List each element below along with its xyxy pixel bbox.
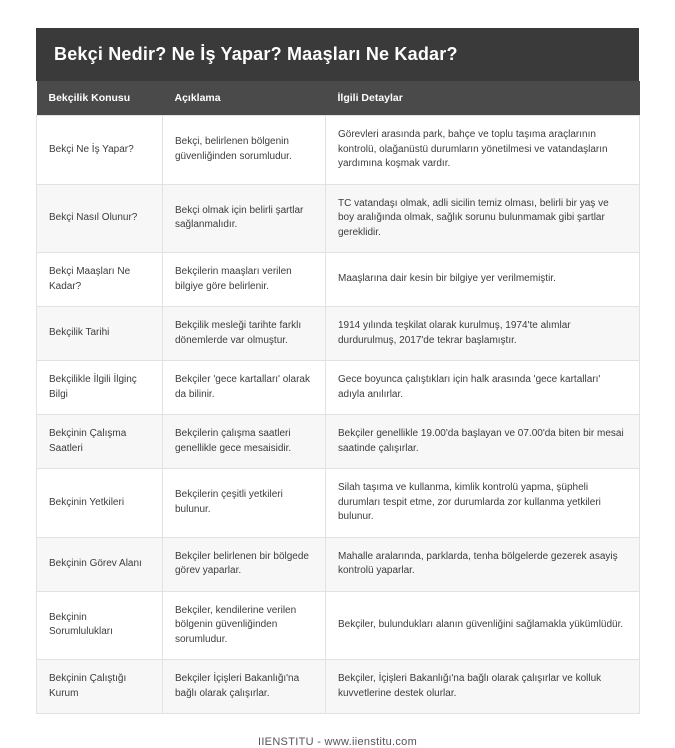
table-row — [37, 253, 640, 307]
cell-detay: Gece boyunca çalıştıkları için halk arasında 'gece kartalları' adıyla anılırlar. — [326, 361, 640, 415]
cell-detay: Bekçiler, bulundukları alanın güvenliğini sağlamakla yükümlüdür. — [326, 591, 640, 660]
cell-aciklama: Bekçiler İçişleri Bakanlığı'na bağlı olarak çalışırlar. — [163, 660, 326, 714]
cell-aciklama: Bekçiler, kendilerine verilen bölgenin güvenliğinden sorumludur. — [163, 591, 326, 660]
cell-konu: Bekçinin Sorumlulukları — [37, 591, 163, 660]
table-row — [37, 660, 640, 714]
column-header-konu: Bekçilik Konusu — [37, 81, 163, 116]
cell-aciklama: Bekçiler belirlenen bir bölgede görev yaparlar. — [163, 537, 326, 591]
cell-konu: Bekçinin Görev Alanı — [37, 537, 163, 591]
footer-credit: IIENSTITU - www.iienstitu.com — [257, 736, 418, 748]
cell-detay: Bekçiler, İçişleri Bakanlığı'na bağlı olarak çalışırlar ve kolluk kuvvetlerine destek olurlar. — [326, 660, 640, 714]
cell-aciklama: Bekçi, belirlenen bölgenin güvenliğinden sorumludur. — [163, 116, 326, 185]
cell-detay: 1914 yılında teşkilat olarak kurulmuş, 1974'te alımlar durdurulmuş, 2017'de tekrar başlamıştır. — [326, 307, 640, 361]
cell-konu: Bekçinin Çalışma Saatleri — [37, 415, 163, 469]
cell-konu: Bekçilik Tarihi — [37, 307, 163, 361]
cell-konu: Bekçinin Çalıştığı Kurum — [37, 660, 163, 714]
table-row — [37, 361, 640, 415]
cell-aciklama: Bekçilerin çalışma saatleri genellikle gece mesaisidir. — [163, 415, 326, 469]
column-header-detay: İlgili Detaylar — [326, 81, 640, 116]
cell-detay: Silah taşıma ve kullanma, kimlik kontrolü yapma, şüpheli durumları tespit etme, zor durumlarda zor kullanma yetkileri bulunur. — [326, 469, 640, 538]
table-header-row — [37, 81, 640, 116]
cell-aciklama: Bekçilerin maaşları verilen bilgiye göre belirlenir. — [163, 253, 326, 307]
cell-konu: Bekçilikle İlgili İlginç Bilgi — [37, 361, 163, 415]
cell-konu: Bekçi Ne İş Yapar? — [37, 116, 163, 185]
cell-aciklama: Bekçi olmak için belirli şartlar sağlanmalıdır. — [163, 184, 326, 253]
page-title: Bekçi Nedir? Ne İş Yapar? Maaşları Ne Kadar? — [36, 28, 639, 81]
table-row — [37, 116, 640, 185]
cell-detay: Bekçiler genellikle 19.00'da başlayan ve 07.00'da biten bir mesai saatinde çalışırlar. — [326, 415, 640, 469]
cell-detay: TC vatandaşı olmak, adli sicilin temiz olması, belirli bir yaş ve boy aralığında olmak, sağlık sorunu bulunmamak gibi şartlar gereklidir. — [326, 184, 640, 253]
cell-konu: Bekçinin Yetkileri — [37, 469, 163, 538]
table-row — [37, 184, 640, 253]
table-row — [37, 537, 640, 591]
cell-detay: Görevleri arasında park, bahçe ve toplu taşıma araçlarının kontrolü, olağanüstü durumların yönetilmesi ve vatandaşların yardımına koşmak vardır. — [326, 116, 640, 185]
info-table — [36, 81, 640, 714]
cell-konu: Bekçi Nasıl Olunur? — [37, 184, 163, 253]
cell-konu: Bekçi Maaşları Ne Kadar? — [37, 253, 163, 307]
table-row — [37, 415, 640, 469]
cell-aciklama: Bekçilik mesleği tarihte farklı dönemlerde var olmuştur. — [163, 307, 326, 361]
table-row — [37, 469, 640, 538]
table-row — [37, 307, 640, 361]
column-header-aciklama: Açıklama — [163, 81, 326, 116]
cell-aciklama: Bekçilerin çeşitli yetkileri bulunur. — [163, 469, 326, 538]
table-row — [37, 591, 640, 660]
cell-detay: Mahalle aralarında, parklarda, tenha bölgelerde gezerek asayiş kontrolü yaparlar. — [326, 537, 640, 591]
cell-aciklama: Bekçiler 'gece kartalları' olarak da bilinir. — [163, 361, 326, 415]
cell-detay: Maaşlarına dair kesin bir bilgiye yer verilmemiştir. — [326, 253, 640, 307]
